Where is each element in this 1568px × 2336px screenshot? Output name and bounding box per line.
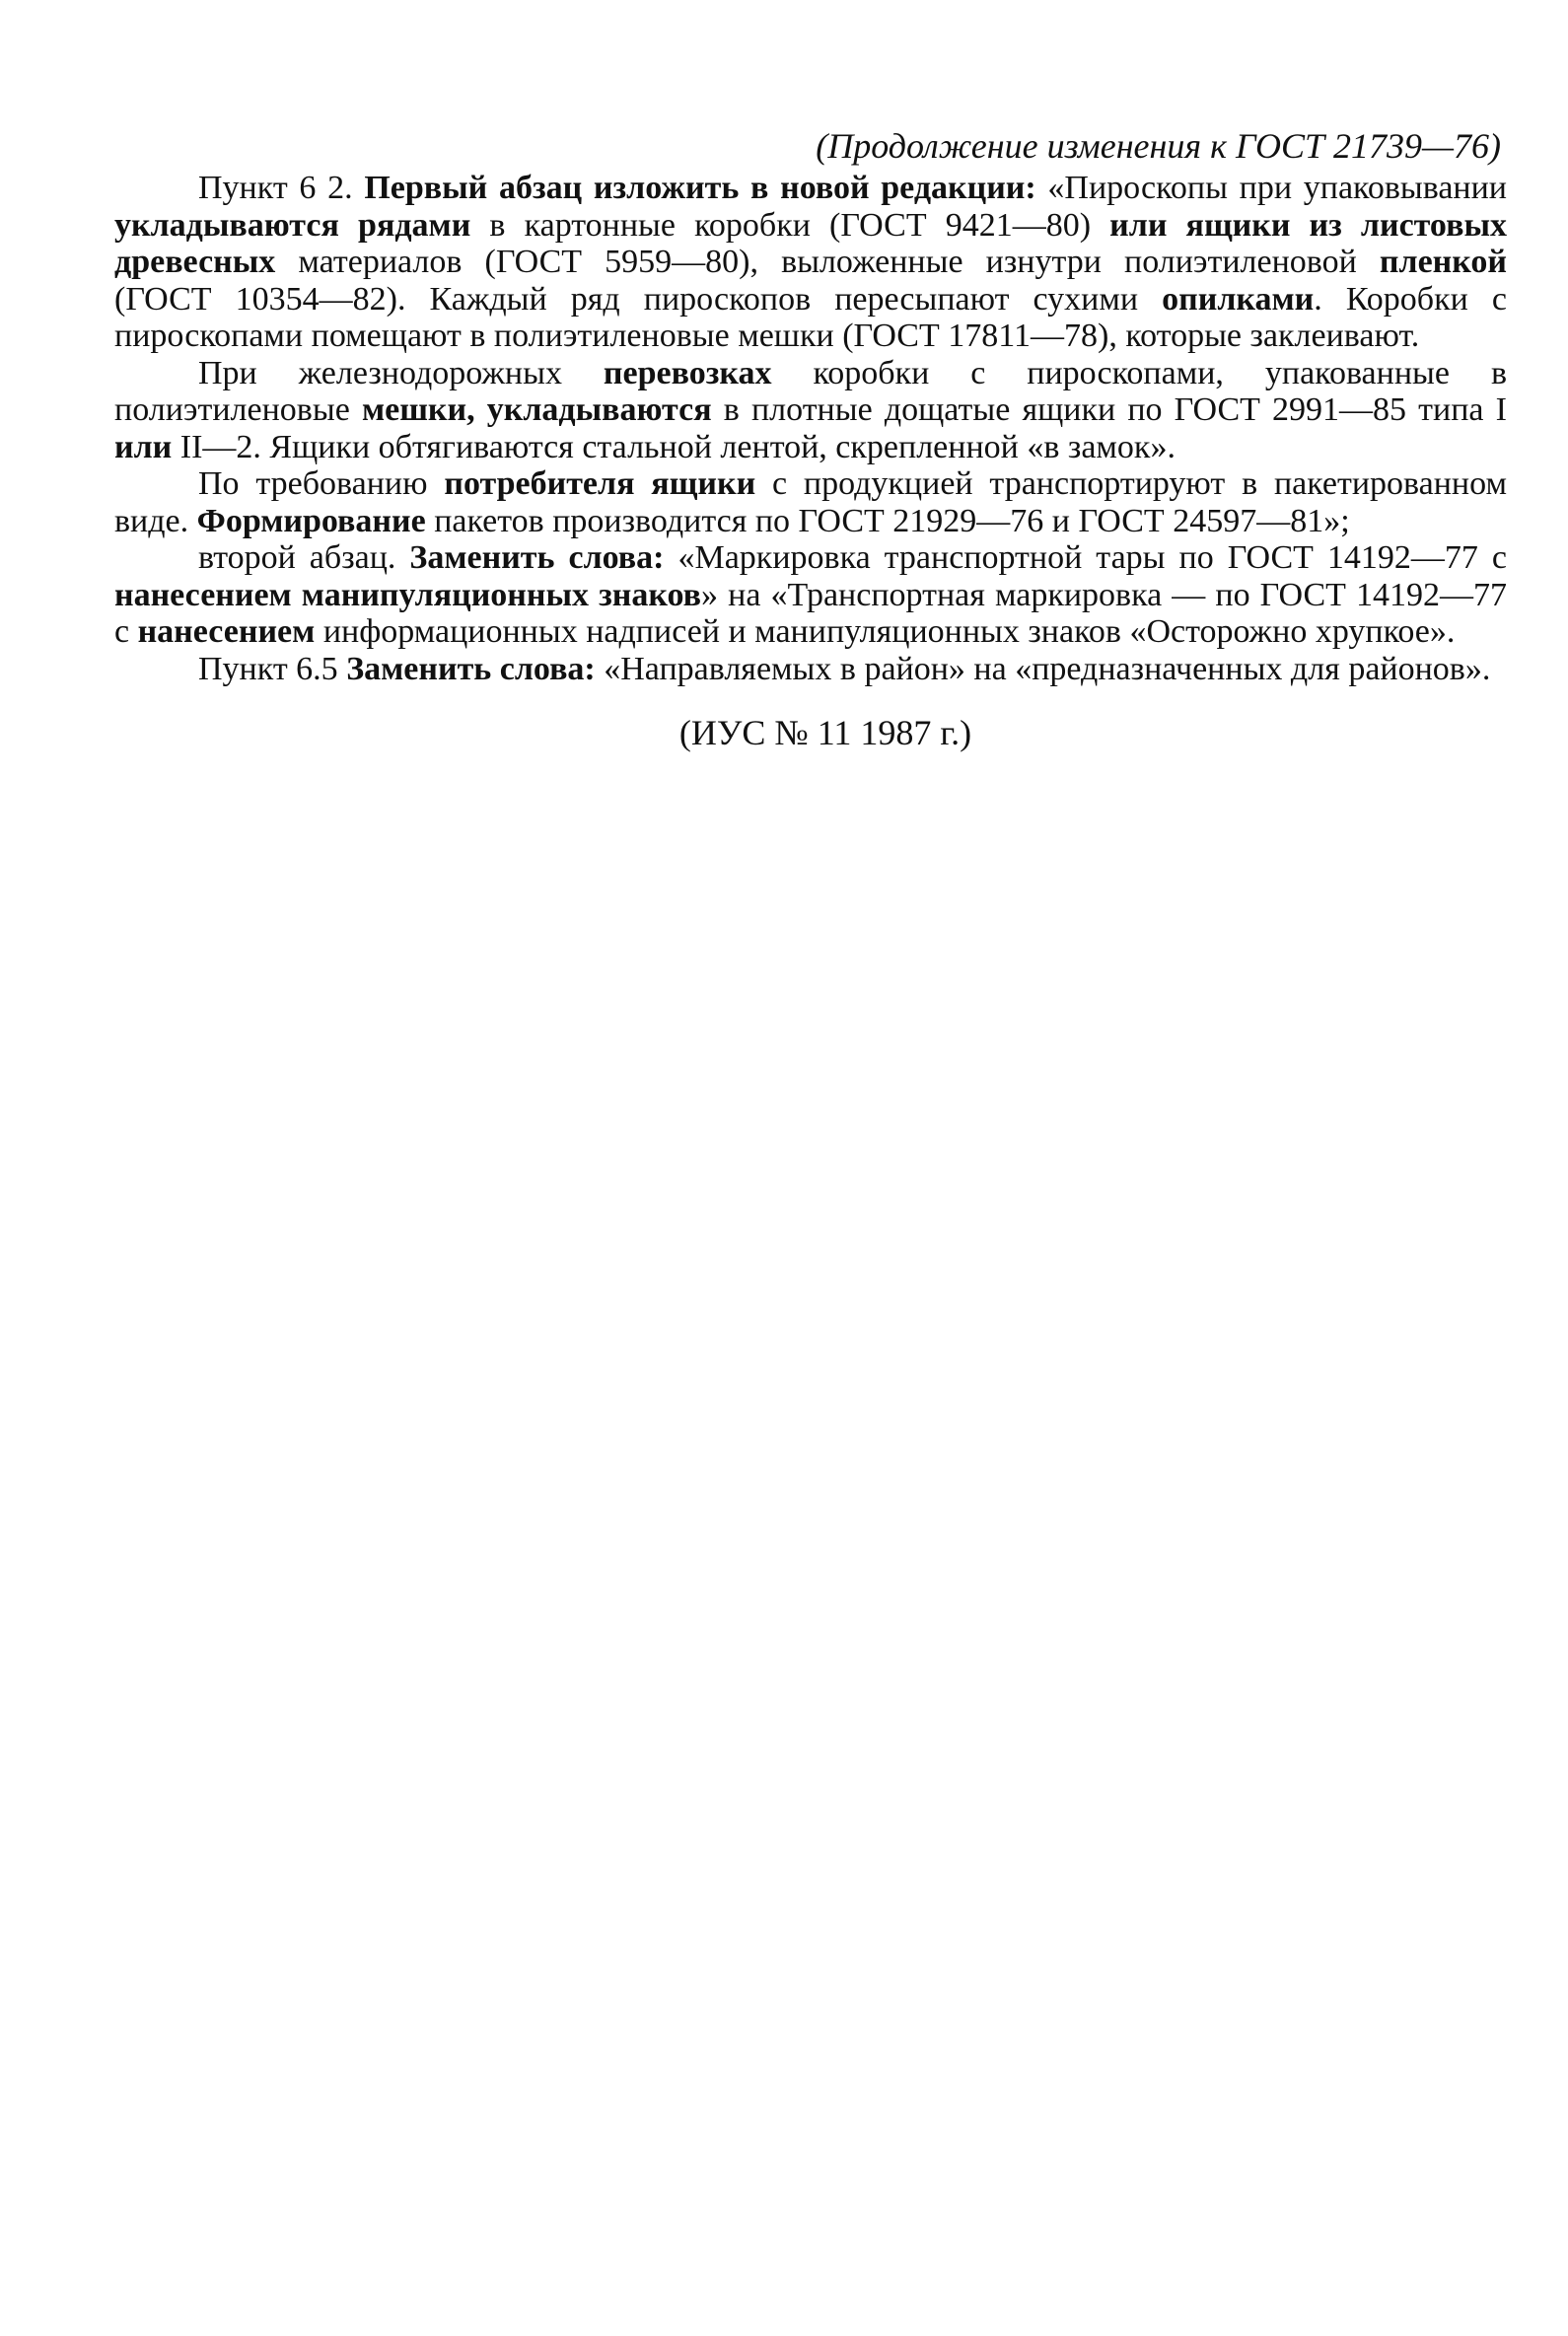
bold-run: Заменить слова: [346, 650, 596, 687]
text-run: (ГОСТ 10354—82). Каждый ряд пироскопов пересыпают сухими [114, 280, 1163, 318]
text-run: материалов (ГОСТ 5959—80), выложенные изнутри полиэтиленовой [275, 244, 1380, 280]
text-run: информационных надписей и манипуляционных знаков «Осторожно хрупкое». [315, 613, 1456, 650]
text-run: второй абзац. [198, 539, 410, 576]
text-run: «Направляемых в район» на «предназначенных для районов». [595, 650, 1491, 687]
document-body [114, 126, 1507, 752]
paragraph-second-abzac [114, 539, 1507, 651]
ius-reference: (ИУС № 11 1987 г.) [678, 713, 972, 752]
paragraph-point-6-5 [114, 651, 1507, 688]
bold-run: или [114, 428, 173, 465]
bold-run: нанесением манипуляционных знаков [114, 576, 702, 613]
bold-run: нанесением [137, 613, 316, 650]
text-run: в картонные коробки (ГОСТ 9421—80) [470, 206, 1110, 244]
bold-run: или ящики из листовых древесных [114, 206, 1507, 280]
paragraph-point-6-2 [114, 170, 1507, 355]
paragraph-consumer-request [114, 465, 1507, 539]
text-run: «Пироскопы при упаковывании [1035, 170, 1508, 206]
text-run: коробки с пироскопами, упакованные в полиэтиленовые [114, 354, 1507, 428]
text-run: «Маркировка транспортной тары по ГОСТ 14192—77 с [664, 539, 1508, 576]
text-run: » на «Транспортная маркировка — по ГОСТ 14192—77 с [114, 576, 1507, 650]
continuation-header: (Продолжение изменения к ГОСТ 21739—76) [816, 126, 1501, 166]
bold-run: опилками [1162, 280, 1315, 318]
text-run: . Коробки с пироскопами помещают в полиэтиленовые мешки (ГОСТ 17811—78), которые заклеивают. [114, 280, 1507, 354]
bold-run: потребителя ящики [444, 465, 756, 502]
text-run: II—2. Ящики обтягиваются стальной лентой, скрепленной «в замок». [172, 428, 1176, 465]
text-run: Пункт 6 2. [198, 170, 365, 206]
bold-run: Первый абзац изложить в новой редакции: [364, 170, 1036, 206]
paragraph-railway-transport [114, 355, 1507, 466]
bold-run: перевозках [603, 354, 772, 391]
bold-run: мешки, укладываются [361, 391, 712, 428]
text-run: При железнодорожных [198, 354, 604, 391]
text-run: в плотные дощатые ящики по ГОСТ 2991—85 типа I [711, 391, 1507, 428]
text-run: пакетов производится по ГОСТ 21929—76 и ГОСТ 24597—81»; [425, 502, 1350, 539]
text-run: По требованию [198, 465, 445, 502]
bold-run: пленкой [1379, 244, 1507, 280]
bold-run: Заменить слова: [409, 539, 665, 576]
text-run: Пункт 6.5 [198, 650, 347, 687]
bold-run: Формирование [196, 502, 426, 539]
text-run: с продукцией транспортируют в пакетированном виде. [114, 465, 1507, 539]
bold-run: укладываются рядами [114, 206, 471, 244]
